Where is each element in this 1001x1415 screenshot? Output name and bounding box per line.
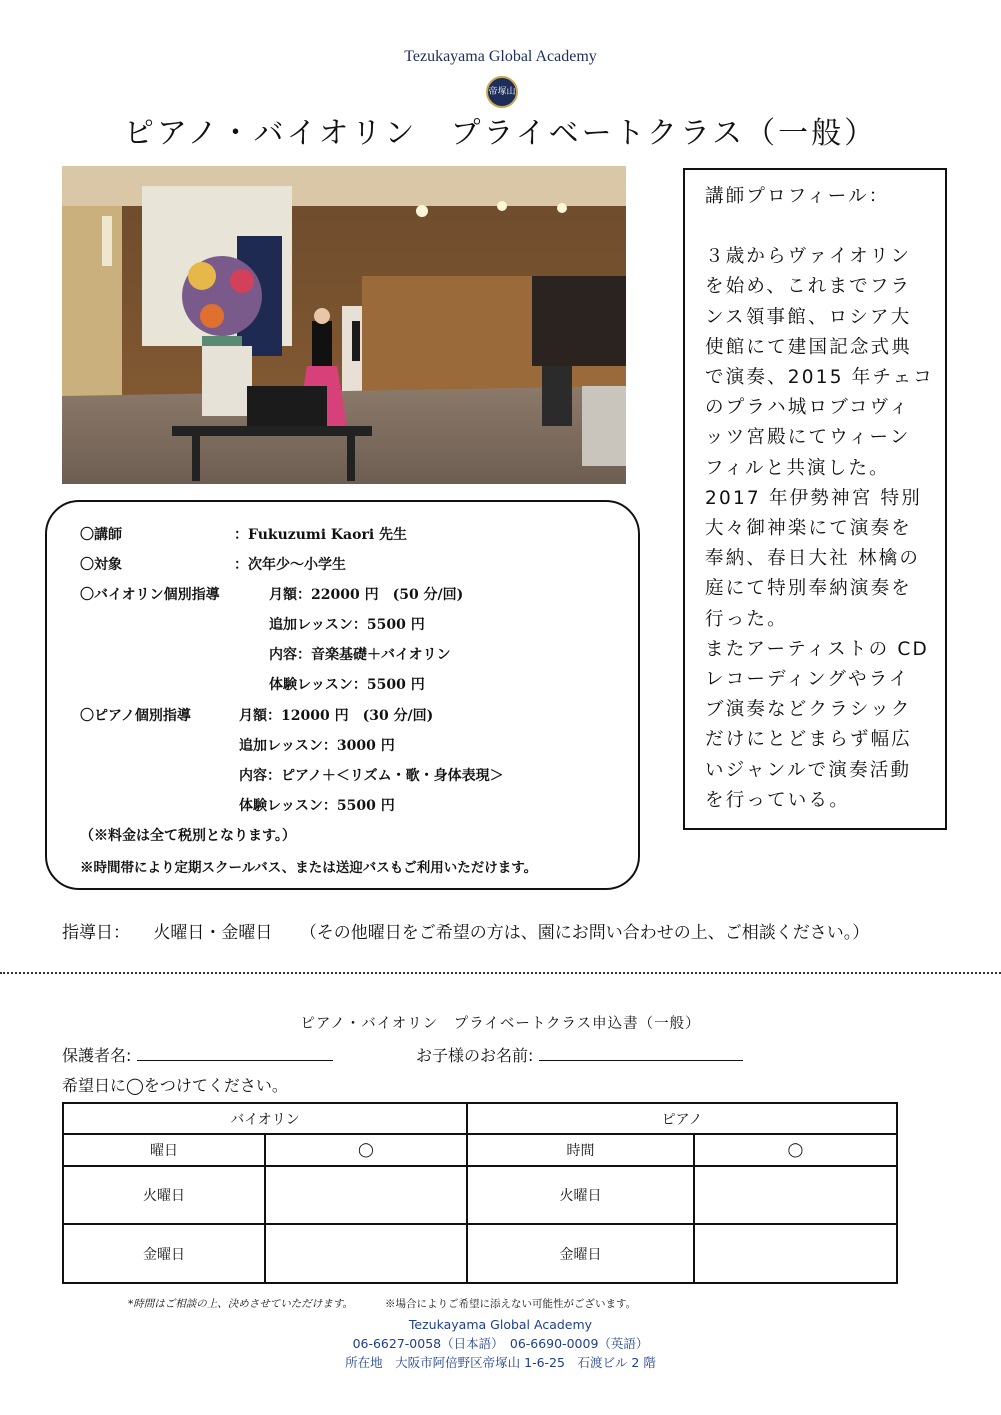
target-value: ：次年少～小学生 [234,557,346,573]
profile-line: だけにとどまらず幅広 [705,729,913,751]
profile-line: いジャンルで演奏活動 [705,759,912,781]
piano-circle-header: ◯ [694,1134,897,1165]
teacher-label: 〇講師 [80,527,122,543]
guardian-name-blank[interactable] [137,1046,333,1061]
guardian-name-field[interactable] [62,1043,333,1066]
violin-circle-header: ◯ [265,1134,467,1165]
schedule-days: 火曜日・金曜日 [153,923,273,943]
child-name-blank[interactable] [539,1046,743,1061]
form-instruction: 希望日に◯をつけてください。 [62,1076,288,1095]
piano-time-header: 時間 [467,1134,694,1165]
profile-line: ３歳からヴァイオリン [705,246,912,268]
time-consult-note: *時間はご相談の上、決めさせていただけます。 [128,1298,353,1310]
piano-tuesday-label: 火曜日 [467,1166,694,1225]
bus-note: ※時間帯により定期スクールバス、または送迎バスもご利用いただけます。 [80,860,538,876]
piano-label: 〇ピアノ個別指導 [80,708,191,724]
profile-line: を行っている。 [705,789,850,811]
violin-day-header: 曜日 [63,1134,265,1165]
profile-title: 講師プロフィール： [705,186,890,207]
piano-friday-label: 金曜日 [467,1224,694,1283]
availability-note: ※場合によりご希望に添えない可能性がございます。 [385,1298,637,1310]
application-table [62,1102,898,1284]
cut-line-divider [0,972,1001,974]
profile-line: ンス領事館、ロシア大 [705,306,912,328]
piano-content: 内容：ピアノ＋＜リズム・歌・身体表現＞ [239,768,504,784]
piano-fee: 月額：12000 円 (30 分/回) [239,708,434,724]
schedule-line [62,918,869,943]
child-name-field[interactable] [416,1043,743,1066]
footer-address: 所在地 大阪市阿倍野区帝塚山 1-6-25 石渡ビル 2 階 [345,1355,656,1370]
profile-line: 奉納、春日大社 林檎の [705,548,921,570]
academy-crest-logo: 帝塚山 [486,76,518,108]
profile-line: ブ演奏などクラシック [705,699,912,721]
target-label: 〇対象 [80,557,122,573]
violin-label: 〇バイオリン個別指導 [80,587,220,603]
profile-line: で演奏、2015 年チェコ [705,367,935,389]
violin-friday-check-cell[interactable] [265,1224,467,1283]
instructor-profile-box [683,168,947,830]
profile-line: のプラハ城ロブコヴィ [705,397,910,419]
violin-extra: 追加レッスン：5500 円 [269,617,425,633]
footer-academy: Tezukayama Global Academy [408,1317,593,1332]
academy-name-header: Tezukayama Global Academy [404,48,597,65]
violin-fee: 月額：22000 円 (50 分/回) [269,587,464,603]
profile-line: 使館にて建国記念式典 [705,336,913,358]
violin-header: バイオリン [63,1103,467,1134]
profile-line: 2017 年伊勢神宮 特別 [705,487,922,509]
violin-trial: 体験レッスン：5500 円 [269,677,425,693]
schedule-label: 指導日： [62,923,130,943]
child-name-label: お子様のお名前: [416,1046,534,1065]
profile-line: 行った。 [705,608,788,630]
page-title: ピアノ・バイオリン プライベートクラス（一般） [123,116,878,151]
piano-friday-check-cell[interactable] [694,1224,897,1283]
piano-trial: 体験レッスン：5500 円 [239,798,395,814]
violin-friday-label: 金曜日 [63,1224,265,1283]
profile-line: 大々御神楽にて演奏を [705,518,913,540]
profile-line: 庭にて特別奉納演奏を [705,578,913,600]
violin-tuesday-label: 火曜日 [63,1166,265,1225]
profile-line: を始め、これまでフラ [705,276,912,298]
footer-phones: 06-6627-0058（日本語） 06-6690-0009（英語） [352,1336,649,1351]
violin-content: 内容：音楽基礎＋バイオリン [269,647,451,663]
piano-extra: 追加レッスン：3000 円 [239,738,395,754]
concert-hall-illustration [62,166,626,484]
performance-photo [62,166,626,484]
tax-note: （※料金は全て税別となります。） [80,828,296,844]
profile-line: レコーディングやライ [705,669,910,691]
schedule-note: （その他曜日をご希望の方は、園にお問い合わせの上、ご相談ください。） [299,923,870,943]
profile-line: ッツ宮殿にてウィーン [705,427,911,449]
piano-header: ピアノ [467,1103,897,1134]
profile-line: フィルと共演した。 [705,457,890,479]
profile-line: またアーティストの CD [705,638,929,660]
guardian-name-label: 保護者名: [62,1046,132,1065]
form-title: ピアノ・バイオリン プライベートクラス申込書（一般） [300,1016,701,1032]
class-info-box [45,500,640,890]
teacher-value: ：Fukuzumi Kaori 先生 [234,527,408,543]
violin-tuesday-check-cell[interactable] [265,1166,467,1225]
piano-tuesday-check-cell[interactable] [694,1166,897,1225]
